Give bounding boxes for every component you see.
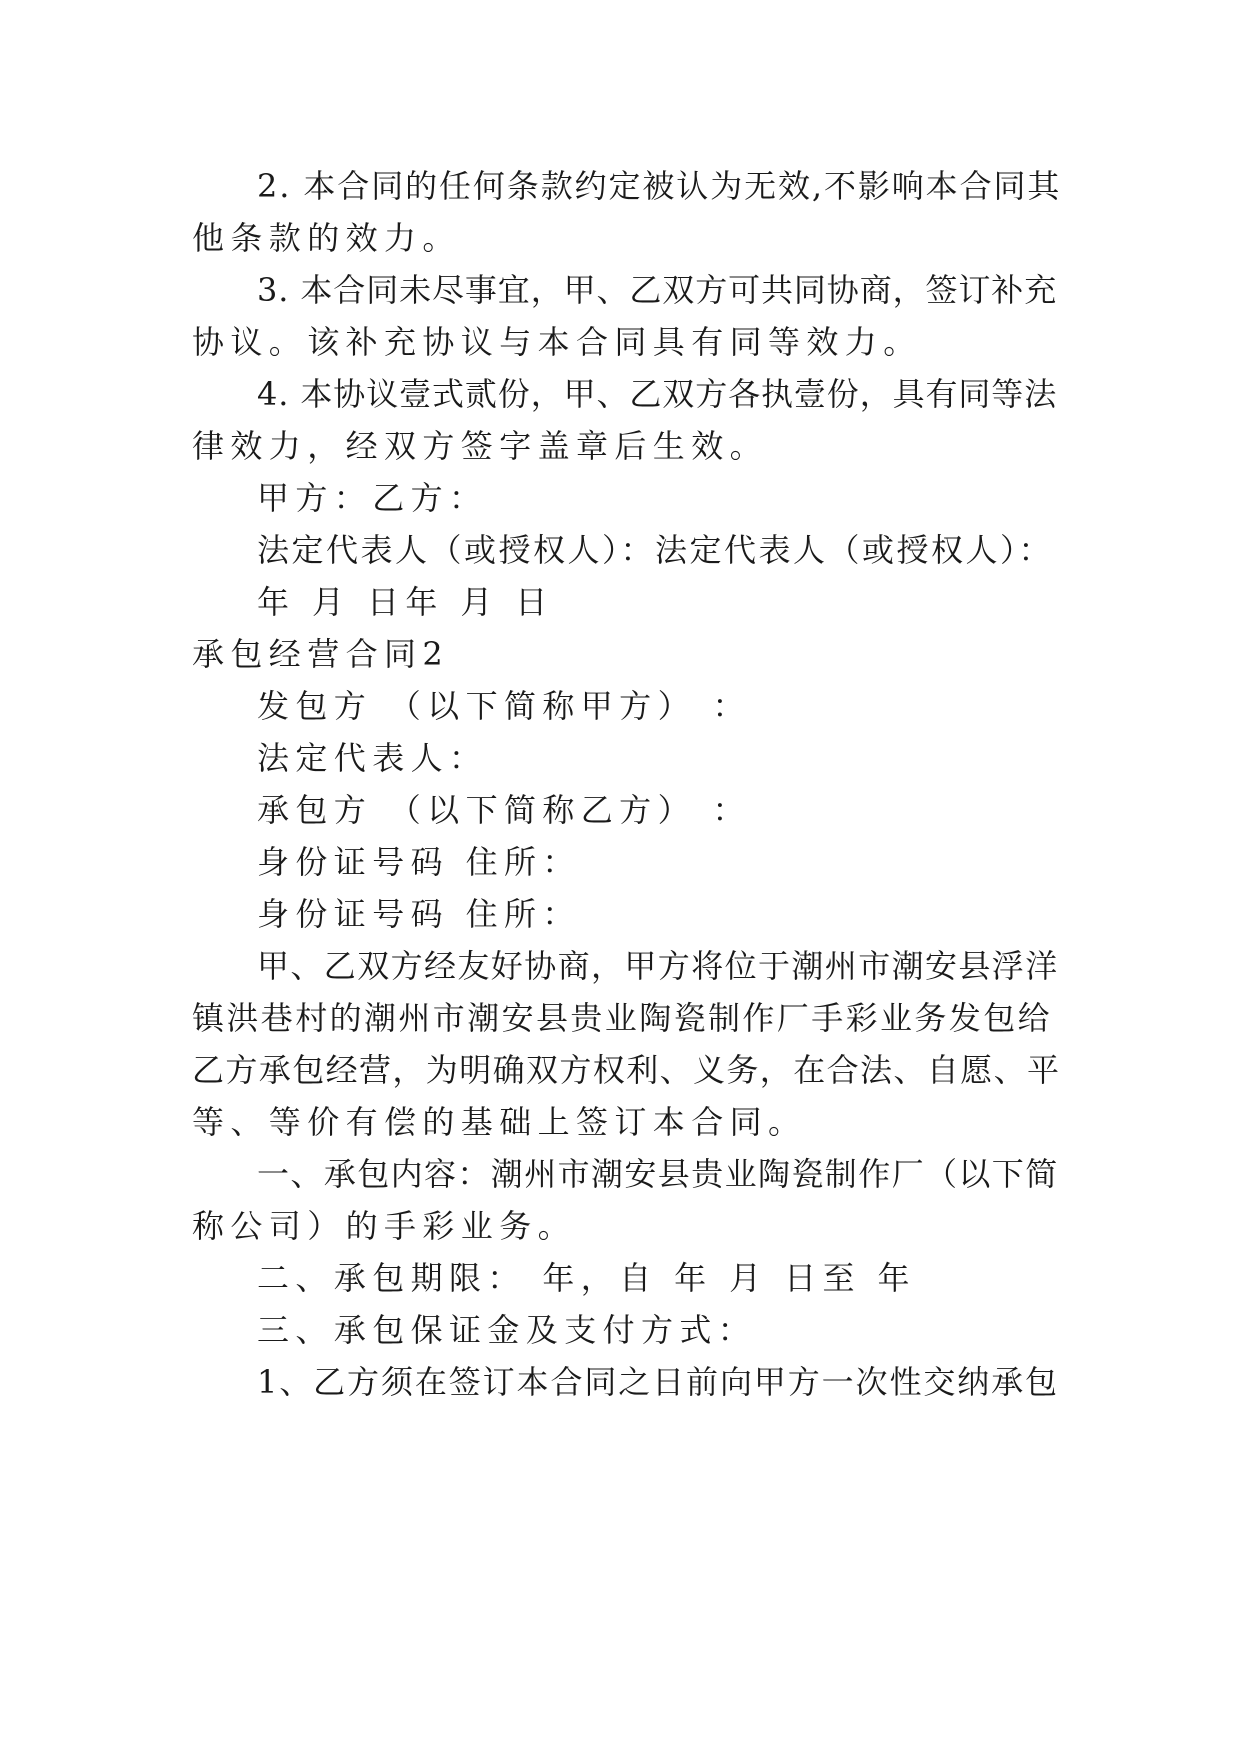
party-b-label: 承包方 （以下简称乙方） ： bbox=[257, 791, 751, 829]
signature-dates: 年 月 日年 月 日 bbox=[257, 583, 554, 621]
signature-representatives: 法定代表人（或授权人）：法定代表人（或授权人）： bbox=[257, 531, 1054, 569]
preamble-line-3: 乙方承包经营，为明确双方权利、义务，在合法、自愿、平 bbox=[192, 1051, 1061, 1089]
contract-2-title: 承包经营合同2 bbox=[192, 635, 450, 673]
id-address-line-1: 身份证号码 住所： bbox=[257, 843, 581, 881]
clause-2-line-1: 2. 本合同的任何条款约定被认为无效,不影响本合同其 bbox=[257, 167, 1062, 205]
clause-4-line-2: 律效力，经双方签字盖章后生效。 bbox=[192, 427, 769, 465]
party-a-label: 发包方 （以下简称甲方） ： bbox=[257, 687, 751, 725]
section-2-term: 二、承包期限： 年，自 年 月 日至 年 bbox=[257, 1259, 916, 1297]
legal-representative-label: 法定代表人： bbox=[257, 739, 488, 777]
preamble-line-4: 等、等价有偿的基础上签订本合同。 bbox=[192, 1103, 807, 1141]
signature-parties: 甲方：乙方： bbox=[257, 479, 488, 517]
section-1-line-1: 一、承包内容：潮州市潮安县贵业陶瓷制作厂（以下简 bbox=[257, 1155, 1059, 1193]
section-3-item-1: 1、乙方须在签订本合同之日前向甲方一次性交纳承包 bbox=[257, 1363, 1059, 1401]
clause-3-line-1: 3. 本合同未尽事宜，甲、乙双方可共同协商，签订补充 bbox=[257, 271, 1058, 309]
clause-3-line-2: 协议。该补充协议与本合同具有同等效力。 bbox=[192, 323, 922, 361]
section-1-line-2: 称公司）的手彩业务。 bbox=[192, 1207, 577, 1245]
id-address-line-2: 身份证号码 住所： bbox=[257, 895, 581, 933]
section-3-heading: 三、承包保证金及支付方式： bbox=[257, 1311, 757, 1349]
preamble-line-1: 甲、乙双方经友好协商，甲方将位于潮州市潮安县浮洋 bbox=[257, 947, 1059, 985]
clause-4-line-1: 4. 本协议壹式贰份，甲、乙双方各执壹份，具有同等法 bbox=[257, 375, 1058, 413]
clause-2-line-2: 他条款的效力。 bbox=[192, 219, 461, 257]
preamble-line-2: 镇洪巷村的潮州市潮安县贵业陶瓷制作厂手彩业务发包给 bbox=[192, 999, 1053, 1037]
